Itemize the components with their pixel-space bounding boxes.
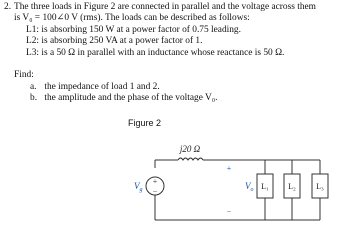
load-1-label: L₁: [261, 182, 269, 191]
subquestion-a-label: a.: [30, 82, 37, 92]
output-voltage-label: [245, 181, 254, 193]
vo-plus-sign: +: [226, 164, 232, 173]
inductor-coil: [178, 158, 203, 160]
load-3-label: L₃: [316, 182, 324, 191]
vo-minus-sign: −: [226, 207, 232, 216]
figure-caption: Figure 2: [128, 118, 162, 128]
reactance-label: j20 Ω: [179, 144, 201, 154]
problem-line-1: The three loads in Figure 2 are connected in parallel and the voltage across them: [14, 2, 316, 12]
source-voltage-symbol: V: [134, 181, 140, 191]
source-minus-sign: −: [152, 187, 158, 196]
subquestion-b-label: b.: [30, 93, 38, 104]
output-voltage-subscript: o: [250, 187, 254, 193]
load-1-description: L1: is absorbing 150 W at a power factor of 0.75 leading.: [26, 24, 241, 35]
find-label: Find:: [14, 70, 34, 80]
problem-number: 2.: [4, 2, 12, 12]
problem-line-2: is V₀ = 100∠0 V (rms). The loads can be described as follows:: [14, 13, 250, 24]
load-2-description: L2: is absorbing 250 VA at a power factor of 1.: [26, 36, 203, 47]
subquestion-a-text: the impedance of load 1 and 2.: [44, 82, 160, 92]
output-voltage-symbol: V: [245, 181, 251, 191]
load-2-label: L₂: [288, 182, 296, 191]
source-voltage-subscript: g: [139, 187, 143, 193]
source-voltage-label: [134, 181, 143, 193]
subquestion-b-text: the amplitude and the phase of the voltage V₀.: [44, 93, 218, 104]
source-plus-sign: +: [152, 177, 158, 186]
load-3-description: L3: is a 50 Ω in parallel with an inductance whose reactance is 50 Ω.: [26, 47, 285, 58]
